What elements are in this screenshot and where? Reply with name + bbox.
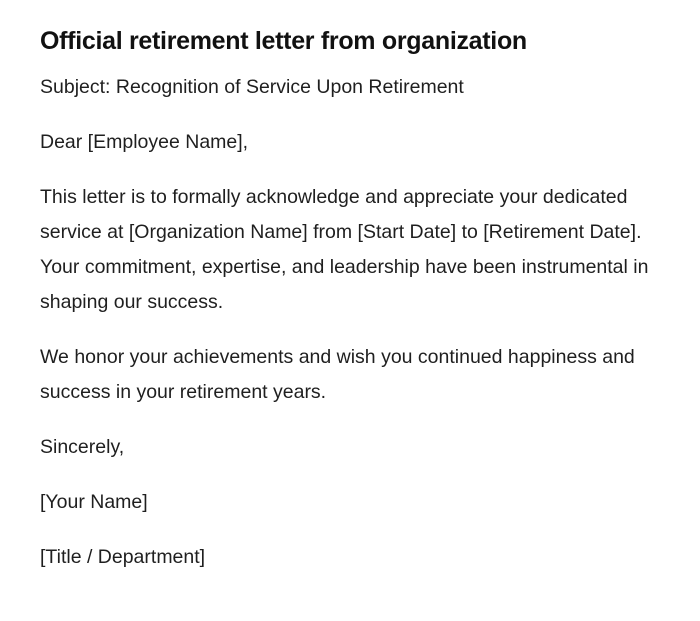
letter-title: Official retirement letter from organization xyxy=(40,27,527,55)
letter-subject: Subject: Recognition of Service Upon Retirement xyxy=(40,76,464,98)
letter-salutation: Dear [Employee Name], xyxy=(40,131,249,153)
signature-title: [Title / Department] xyxy=(40,546,206,568)
letter-body-paragraph-1: This letter is to formally acknowledge and appreciate your dedicated service at [Organization Name] from [Start Date] to [Retirement Date]. Your commitment, expertise, and leadership have been instrumental in shaping our success. xyxy=(40,186,649,313)
letter-body-paragraph-2: We honor your achievements and wish you continued happiness and success in your retirement years. xyxy=(40,346,635,403)
letter-closing: Sincerely, xyxy=(40,436,125,458)
signature-name: [Your Name] xyxy=(40,491,148,513)
